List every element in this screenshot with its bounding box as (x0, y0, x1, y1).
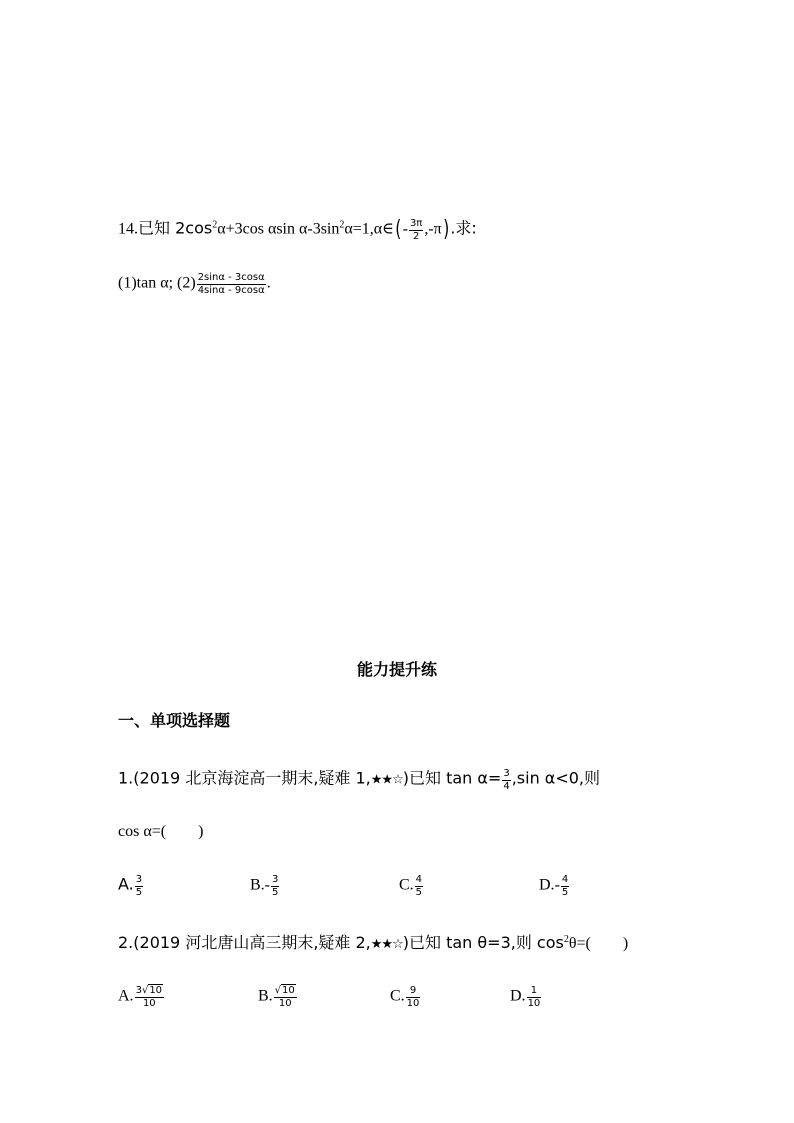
q14-sup-2: 2 (339, 219, 345, 231)
option-label: A. (118, 987, 134, 1005)
option-label: B. (250, 876, 265, 894)
sqrt-symbol: √ (274, 985, 282, 996)
sqrt-radicand: 10 (282, 985, 295, 996)
option-den: 5 (272, 886, 279, 898)
option-fraction (135, 985, 164, 1009)
option-fraction (135, 874, 143, 898)
q1-text-3: ,sin α<0,则 (511, 768, 601, 788)
q1-line2 (118, 824, 203, 840)
sqrt-coef: 3 (135, 985, 142, 996)
q14-text-3: α=1,α∈ (344, 220, 395, 238)
q2-option-d[interactable] (510, 985, 542, 1009)
option-neg: - (554, 876, 560, 894)
difficulty-stars: ★★☆ (370, 772, 403, 788)
option-fraction (415, 874, 423, 898)
option-den: 10 (527, 997, 541, 1009)
option-num: 1 (530, 985, 538, 996)
q14-text-2: α+3cos αsin α-3sin (217, 220, 340, 238)
q2-line1 (118, 935, 628, 952)
option-label: D. (510, 987, 526, 1005)
q1-option-c[interactable] (399, 874, 424, 898)
q2-sup: 2 (563, 934, 569, 945)
q2-option-c[interactable] (390, 985, 421, 1009)
q2-text-3: θ=( ) (568, 935, 629, 952)
option-fraction (561, 874, 569, 898)
q14-part2-num: 2sinα - 3cosα (197, 272, 265, 283)
q14-sup-1: 2 (212, 219, 218, 231)
option-den: 10 (274, 997, 297, 1010)
q1-fraction (502, 768, 510, 792)
option-num: 4 (561, 874, 569, 885)
q2-text-2: )已知 tan θ=3,则 cos (402, 933, 564, 952)
option-fraction (527, 985, 542, 1009)
q14-text-4: ,-π (424, 220, 442, 238)
option-num: 3 (272, 874, 279, 885)
option-sqrt-num (135, 985, 164, 997)
option-label: A. (118, 874, 134, 894)
q14-part2-den: 4sinα - 9cosα (197, 284, 265, 296)
option-num: 4 (415, 874, 423, 885)
q1-answer-blank: cos α=( ) (118, 823, 204, 840)
q14-line1 (118, 218, 477, 242)
q1-option-b[interactable] (250, 874, 280, 898)
option-den: 5 (561, 886, 569, 898)
q1-text-1: 1.(2019 北京海淀高一期末,疑难 1, (118, 768, 371, 788)
q14-part-text: (1)tan α; (2) (118, 274, 196, 292)
q1-option-d[interactable] (539, 874, 570, 898)
q14-right-paren: ) (443, 217, 450, 242)
q14-line2 (118, 272, 271, 296)
sqrt-symbol: √ (141, 985, 149, 996)
q1-line1 (118, 768, 600, 792)
q14-number: 14. (118, 220, 138, 238)
q2-option-b[interactable] (258, 985, 298, 1009)
option-fraction (274, 985, 297, 1009)
option-fraction (406, 985, 421, 1009)
option-num: 3 (135, 874, 143, 885)
option-label: D. (539, 876, 555, 894)
option-sqrt-num (274, 985, 297, 997)
q1-option-a[interactable] (118, 874, 144, 898)
difficulty-stars: ★★☆ (370, 937, 403, 952)
option-fraction (271, 874, 279, 898)
option-neg: - (264, 876, 270, 894)
q14-part2-end: . (266, 274, 271, 292)
option-den: 5 (415, 886, 423, 898)
q14-neg: - (402, 220, 408, 238)
q1-frac-num: 3 (503, 768, 510, 779)
section-heading: 能力提升练 (356, 660, 437, 679)
option-label: C. (399, 876, 414, 894)
option-num: 9 (409, 985, 417, 996)
q14-left-paren: ( (395, 217, 402, 242)
q2-option-a[interactable] (118, 985, 165, 1009)
section-single-choice: 一、单项选择题 (118, 711, 231, 730)
option-den: 5 (135, 886, 143, 898)
q14-frac-num: 3π (409, 218, 423, 229)
q2-text-1: 2.(2019 河北唐山高三期末,疑难 2, (118, 933, 371, 952)
q14-interval-fraction (409, 218, 423, 242)
option-label: B. (258, 987, 273, 1005)
q14-frac-den: 2 (409, 230, 423, 243)
q1-frac-den: 4 (503, 780, 510, 792)
option-label: C. (390, 987, 405, 1005)
q1-text-2: )已知 tan α= (402, 768, 502, 788)
option-den: 10 (406, 997, 420, 1009)
option-den: 10 (135, 997, 164, 1010)
q14-part2-fraction (197, 272, 266, 296)
sqrt-radicand: 10 (149, 985, 163, 996)
q14-text-1: 已知 2cos (138, 218, 213, 238)
q14-text-5: .求: (450, 218, 477, 238)
